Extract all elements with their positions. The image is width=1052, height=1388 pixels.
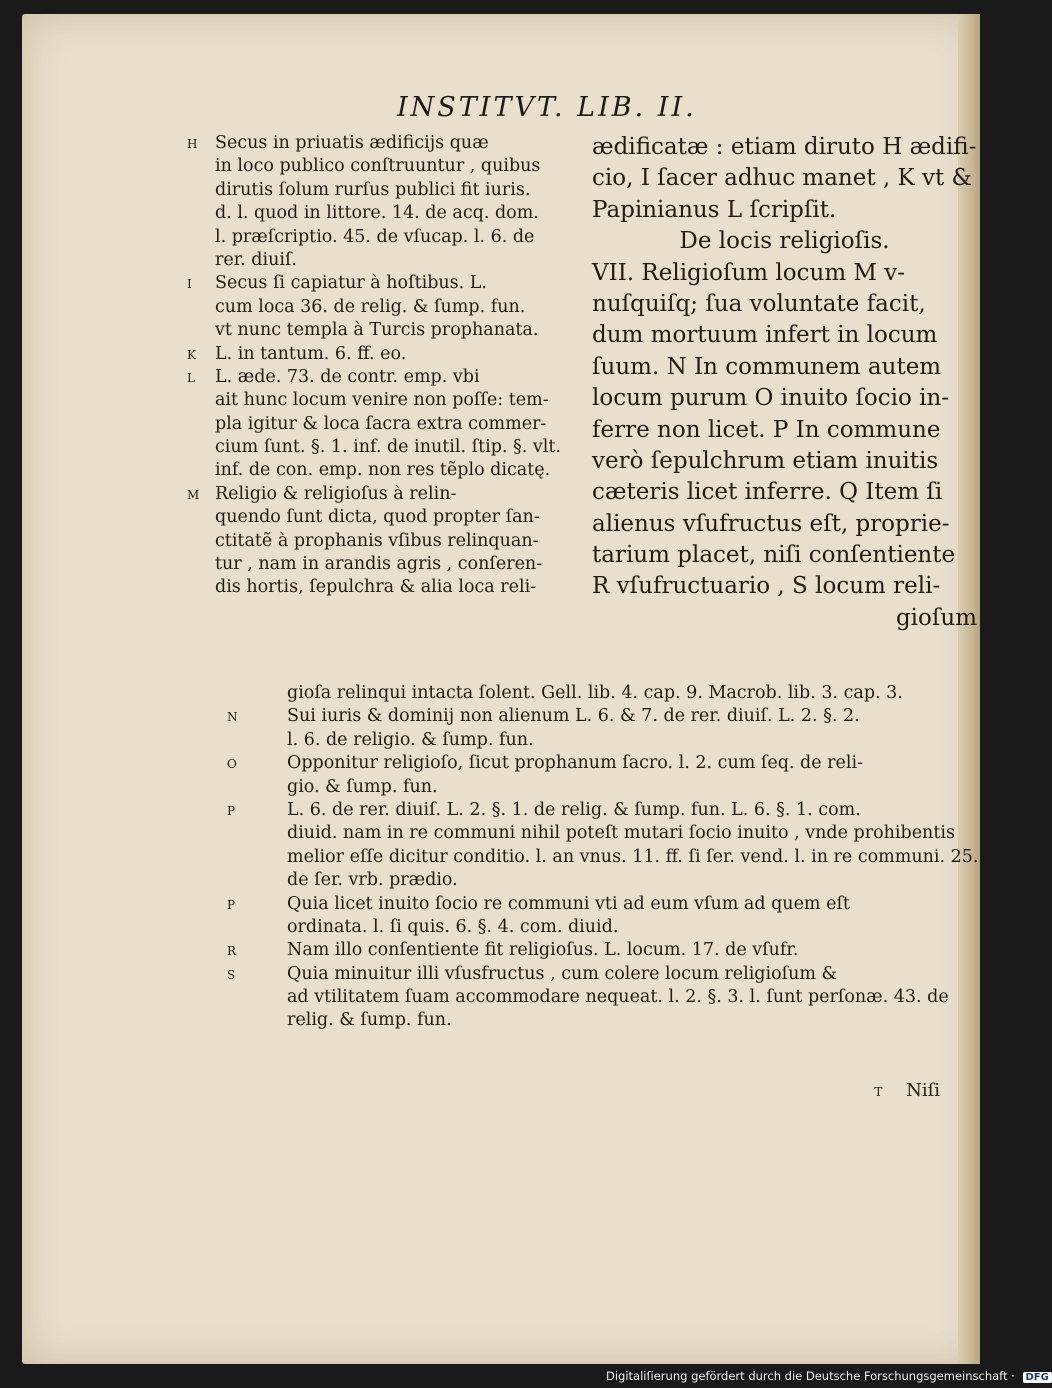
text-line (187, 459, 577, 482)
line-text: ctitatẽ à prophanis vſibus relinquan- (215, 530, 539, 551)
text-line (187, 893, 977, 916)
line-text: nuſquiſq; ſua voluntate facit, (592, 290, 926, 317)
footnotes-full-width (187, 682, 977, 1033)
line-text: VII. Religioſum locum M v- (592, 259, 906, 286)
text-line (187, 296, 577, 319)
line-text: Secus in priuatis ædificijs quæ (215, 133, 489, 153)
line-text: Nam illo conſentiente fit religioſus. L. locum. 17. de vſufr. (287, 940, 799, 961)
line-text: rer. diuiſ. (215, 249, 297, 270)
text-line (187, 319, 577, 342)
note-marker: R (227, 944, 237, 959)
text-line (592, 383, 977, 414)
line-text: de ſer. vrb. prædio. (287, 870, 458, 891)
text-line (187, 916, 977, 939)
line-text: ait hunc locum venire non poſſe: tem- (215, 390, 549, 411)
line-text: ædificatæ : etiam diruto H ædifi- (592, 134, 977, 160)
text-line (592, 226, 977, 257)
text-line (187, 553, 577, 576)
text-line (187, 986, 977, 1009)
text-line (187, 846, 977, 869)
text-line (187, 506, 577, 529)
text-line (187, 776, 977, 799)
text-line (592, 603, 977, 634)
line-text: alienus vſufructus eſt, proprie- (592, 510, 950, 537)
text-line (592, 289, 977, 320)
text-line (592, 163, 977, 194)
text-line (592, 540, 977, 571)
line-text: ordinata. l. ſi quis. 6. §. 4. com. diuid. (287, 916, 619, 937)
text-line (592, 352, 977, 383)
line-text: relig. & ſump. fun. (287, 1010, 452, 1031)
right-column (592, 132, 977, 634)
text-line (592, 195, 977, 226)
text-line (592, 446, 977, 477)
line-text: De locis religioſis. (679, 228, 890, 255)
text-line (187, 413, 577, 436)
text-line (187, 249, 577, 272)
text-line (187, 869, 977, 892)
line-text: Opponitur religioſo, ſicut prophanum ſacro. l. 2. cum ſeq. de reli- (287, 753, 863, 774)
note-marker: K (187, 347, 196, 362)
line-text: vt nunc templa à Turcis prophanata. (215, 320, 539, 341)
line-text: cium ſunt. §. 1. inf. de inutil. ſtip. §. vlt. (215, 437, 561, 458)
note-marker: P (227, 897, 236, 912)
line-text: Quia licet inuito ſocio re communi vti ad eum vſum ad quem eſt (287, 893, 850, 914)
text-line (592, 509, 977, 540)
catchword-text: Niſi (906, 1080, 940, 1101)
note-marker: I (187, 277, 192, 292)
line-text: ad vtilitatem ſuam accommodare nequeat. l. 2. §. 3. l. ſunt perſonæ. 43. de (287, 987, 949, 1008)
text-line (592, 571, 977, 602)
dfg-logo: DFG (1023, 1372, 1052, 1383)
note-marker: N (227, 710, 238, 725)
line-text: L. æde. 73. de contr. emp. vbi (215, 366, 480, 387)
text-line (187, 752, 977, 775)
line-text: ferre non licet. P In commune (592, 416, 941, 443)
line-text: quendo ſunt dicta, quod propter ſan- (215, 507, 540, 528)
note-marker: P (227, 803, 236, 818)
text-line (187, 729, 977, 752)
left-column (187, 132, 577, 600)
running-head: INSTITVT. LIB. II. (397, 92, 697, 123)
line-text: melior eſſe dicitur conditio. l. an vnus. 11. ff. ſi ſer. vend. l. in re communi. 25. (287, 846, 979, 867)
text-line (187, 939, 977, 962)
catchword (874, 1080, 940, 1101)
digitization-footer (606, 1369, 1052, 1383)
text-line (187, 272, 577, 295)
line-text: Religio & religioſus à relin- (215, 483, 457, 504)
text-line (187, 483, 577, 506)
text-line (187, 343, 577, 366)
footer-text: Digitaliſierung gefördert durch die Deutsche Forschungsgemeinschaft · (606, 1369, 1015, 1383)
text-line (187, 366, 577, 389)
line-text: gioſa relinqui intacta ſolent. Gell. lib. 4. cap. 9. Macrob. lib. 3. cap. 3. (287, 683, 903, 703)
line-text: verò ſepulchrum etiam inuitis (592, 447, 939, 474)
text-line (187, 576, 577, 599)
text-line (187, 682, 977, 705)
note-marker: L (187, 370, 195, 385)
text-line (592, 320, 977, 351)
line-text: cæteris licet inferre. Q Item ſi (592, 479, 943, 506)
line-text: tur , nam in arandis agris , conſeren- (215, 554, 543, 575)
line-text: Papinianus L ſcripſit. (592, 196, 837, 223)
line-text: pla igitur & loca ſacra extra commer- (215, 413, 547, 434)
text-line (187, 202, 577, 225)
text-line (187, 132, 577, 155)
note-marker: H (187, 137, 198, 151)
line-text: L. in tantum. 6. ff. eo. (215, 343, 407, 364)
line-text: in loco publico conſtruuntur , quibus (215, 156, 541, 177)
line-text: gio. & ſump. fun. (287, 776, 438, 797)
line-text: inf. de con. emp. non res tẽplo dicatę. (215, 460, 551, 481)
note-marker: S (227, 967, 236, 982)
line-text: diuid. nam in re communi nihil poteſt mutari ſocio inuito , vnde prohibentis (287, 823, 955, 844)
text-line (592, 415, 977, 446)
text-line (187, 155, 577, 178)
line-text: gioſum (895, 604, 977, 631)
line-text: dum mortuum infert in locum (592, 322, 938, 349)
catchword-marker: T (874, 1085, 883, 1099)
line-text: ſuum. N In communem autem (592, 353, 942, 380)
line-text: Sui iuris & dominij non alienum L. 6. & 7. de rer. diuiſ. L. 2. §. 2. (287, 706, 860, 727)
text-line (187, 799, 977, 822)
note-marker: O (227, 757, 237, 772)
text-line (187, 963, 977, 986)
text-line (187, 436, 577, 459)
line-text: L. 6. de rer. diuiſ. L. 2. §. 1. de relig. & ſump. fun. L. 6. §. 1. com. (287, 799, 861, 820)
text-line (187, 530, 577, 553)
text-line (187, 822, 977, 845)
text-line (187, 179, 577, 202)
line-text: dis hortis, ſepulchra & alia loca reli- (215, 577, 537, 598)
line-text: l. præſcriptio. 45. de vſucap. l. 6. de (215, 226, 535, 247)
line-text: locum purum O inuito ſocio in- (592, 385, 950, 412)
line-text: tarium placet, niſi conſentiente (592, 542, 956, 569)
line-text: dirutis ſolum rurſus publici fit iuris. (215, 179, 531, 200)
text-line (187, 226, 577, 249)
text-line (592, 258, 977, 289)
line-text: Quia minuitur illi vſusfructus , cum colere locum religioſum & (287, 963, 838, 984)
note-marker: M (187, 487, 200, 502)
line-text: d. l. quod in littore. 14. de acq. dom. (215, 203, 539, 224)
line-text: R vſufructuario , S locum reli- (592, 573, 941, 600)
text-line (187, 1009, 977, 1032)
line-text: Secus ſi capiatur à hoſtibus. L. (215, 273, 487, 294)
text-line (592, 132, 977, 163)
line-text: cio, I ſacer adhuc manet , K vt & (592, 165, 973, 192)
text-line (187, 389, 577, 412)
line-text: cum loca 36. de relig. & ſump. fun. (215, 296, 526, 317)
line-text: l. 6. de religio. & ſump. fun. (287, 729, 534, 750)
text-line (187, 705, 977, 728)
text-line (592, 477, 977, 508)
book-page (22, 14, 980, 1364)
